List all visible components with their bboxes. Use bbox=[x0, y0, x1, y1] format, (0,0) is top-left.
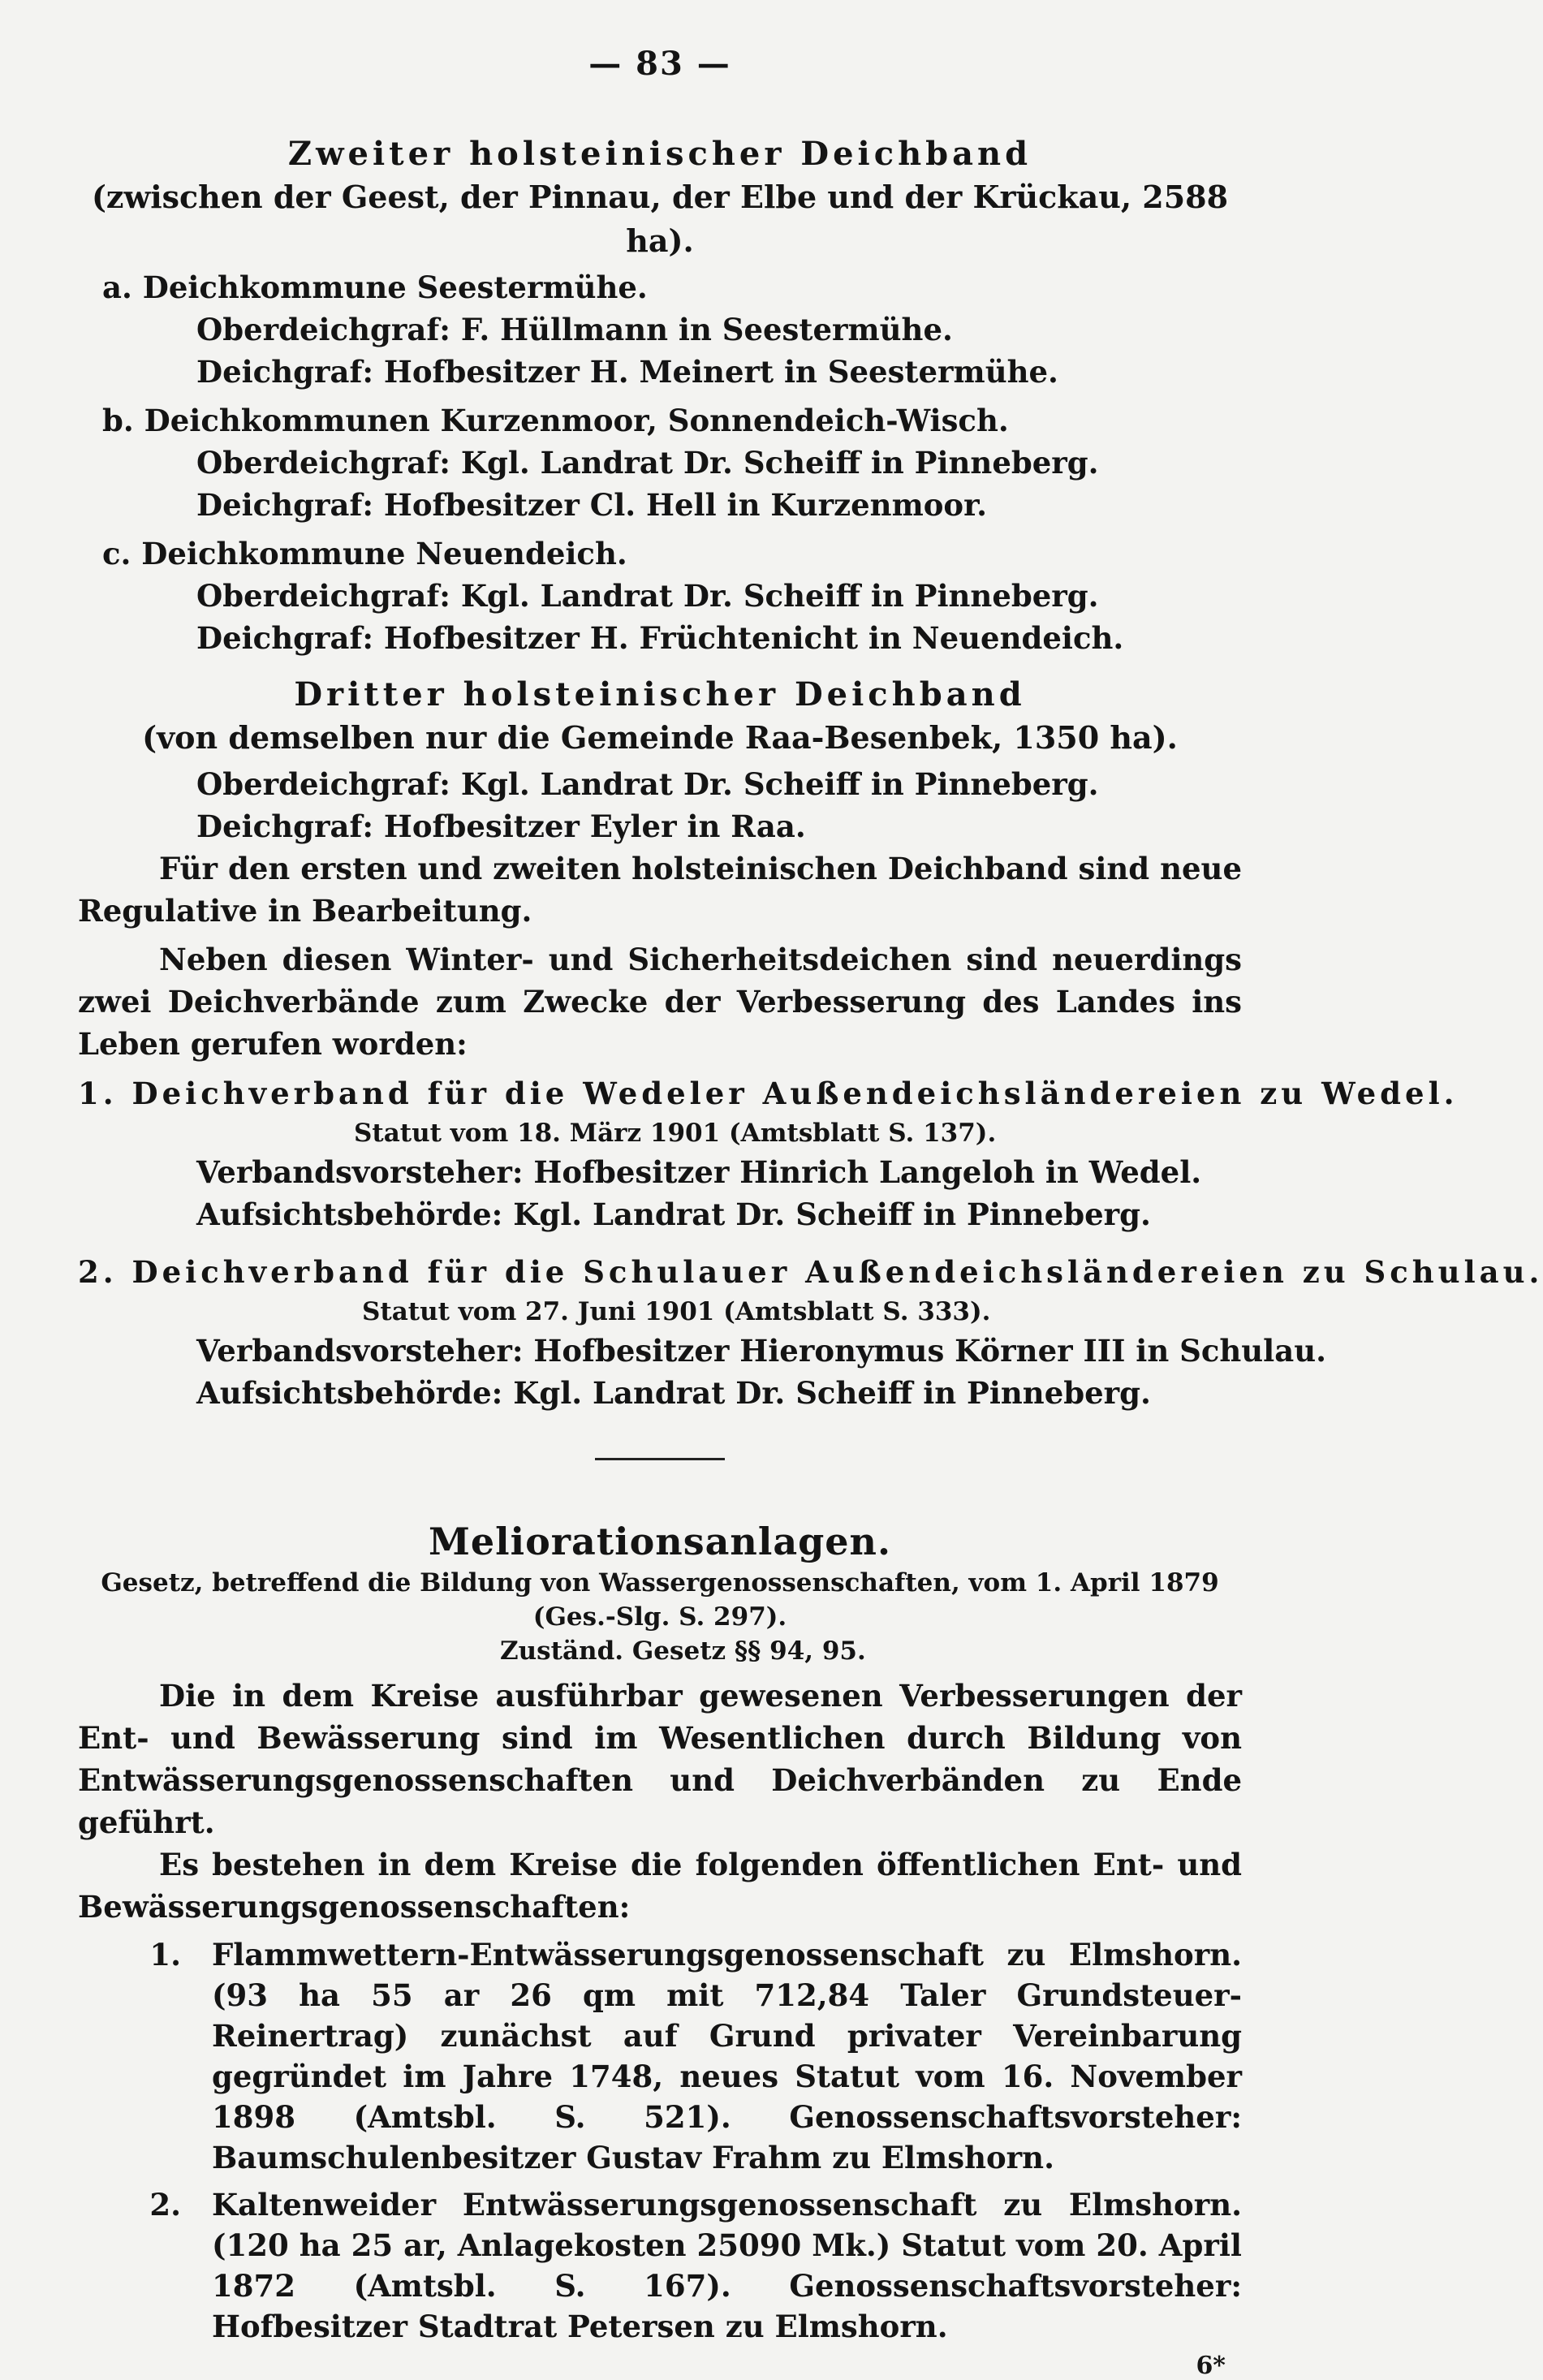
list-item-number: 2. bbox=[149, 2187, 181, 2223]
list-item bbox=[78, 1934, 1242, 2178]
vorsteher-line: Verbandsvorsteher: Hofbesitzer Hinrich Langeloh in Wedel. bbox=[196, 1154, 1202, 1190]
law-reference: Gesetz, betreffend die Bildung von Wassergenossenschaften, vom 1. April 1879 (Ges.-Slg. S. 297). bbox=[101, 1568, 1219, 1632]
section-title: Meliorationsanlagen. bbox=[428, 1520, 892, 1563]
oberdeichgraf-line: Oberdeichgraf: F. Hüllmann in Seestermühe. bbox=[196, 312, 953, 347]
section-meliorationsanlagen bbox=[78, 1517, 1242, 2347]
deichgraf-line: Deichgraf: Hofbesitzer Eyler in Raa. bbox=[196, 808, 806, 844]
deichgraf-line: Deichgraf: Hofbesitzer H. Früchtenicht in Neuendeich. bbox=[196, 620, 1124, 656]
vorsteher-line: Verbandsvorsteher: Hofbesitzer Hieronymus Körner III in Schulau. bbox=[196, 1333, 1326, 1369]
section-divider bbox=[595, 1458, 725, 1460]
section-subtitle: (von demselben nur die Gemeinde Raa-Besenbek, 1350 ha). bbox=[142, 719, 1178, 756]
deichgraf-line: Deichgraf: Hofbesitzer Cl. Hell in Kurzenmoor. bbox=[196, 487, 988, 523]
section-dritter-deichband bbox=[78, 674, 1242, 847]
signature-mark: 6* bbox=[1196, 2352, 1226, 2380]
subsection-a-title: a. Deichkommune Seestermühe. bbox=[102, 269, 648, 305]
page-number: — 83 — bbox=[588, 45, 731, 83]
aufsicht-line: Aufsichtsbehörde: Kgl. Landrat Dr. Scheiff in Pinneberg. bbox=[196, 1196, 1151, 1232]
subsection-b-title: b. Deichkommunen Kurzenmoor, Sonnendeich-Wisch. bbox=[102, 403, 1009, 438]
aufsicht-line: Aufsichtsbehörde: Kgl. Landrat Dr. Scheiff in Pinneberg. bbox=[196, 1375, 1151, 1411]
verband-title: 2. Deichverband für die Schulauer Außendeichsländereien zu Schulau. bbox=[78, 1254, 1543, 1290]
subsection-c-title: c. Deichkommune Neuendeich. bbox=[102, 536, 627, 571]
paragraph-genossenschaften: Es bestehen in dem Kreise die folgenden öffentlichen Ent- und Bewässerungsgenossenschaften: bbox=[78, 1847, 1242, 1925]
paragraph-verbesserungen: Die in dem Kreise ausführbar gewesenen Verbesserungen der Ent- und Bewässerung sind im Wesentlichen durch Bildung von Entwässerungsgenossenschaften und Deichverbänden zu Ende geführt. bbox=[78, 1678, 1242, 1840]
list-item bbox=[78, 2184, 1242, 2347]
deichgraf-line: Deichgraf: Hofbesitzer H. Meinert in Seestermühe. bbox=[196, 354, 1058, 390]
section-title: Dritter holsteinischer Deichband bbox=[294, 675, 1026, 714]
verband-wedel bbox=[78, 1071, 1459, 1235]
list-item-text: Flammwettern-Entwässerungsgenossenschaft zu Elmshorn. (93 ha 55 ar 26 qm mit 712,84 Taler Grundsteuer-Reinertrag) zunächst auf Grund privater Vereinbarung gegründet im Jahre 1748, neues Statut vom 16. November 1898 (Amtsbl. S. 521). Genossenschaftsvorsteher: Baumschulenbesitzer Gustav Frahm zu Elmshorn. bbox=[212, 1937, 1242, 2175]
verband-title: 1. Deichverband für die Wedeler Außendeichsländereien zu Wedel. bbox=[78, 1076, 1459, 1111]
law-reference-2: Zuständ. Gesetz §§ 94, 95. bbox=[500, 1636, 866, 1666]
statut-line: Statut vom 18. März 1901 (Amtsblatt S. 137). bbox=[354, 1119, 997, 1148]
list-item-text: Kaltenweider Entwässerungsgenossenschaft zu Elmshorn. (120 ha 25 ar, Anlagekosten 25090 Mk.) Statut vom 20. April 1872 (Amtsbl. S. 167). Genossenschaftsvorsteher: Hofbesitzer Stadtrat Petersen zu Elmshorn. bbox=[212, 2187, 1242, 2344]
section-zweiter-deichband bbox=[78, 133, 1242, 659]
paragraph-neben: Neben diesen Winter- und Sicherheitsdeichen sind neuerdings zwei Deichverbände zum Zwecke der Verbesserung des Landes ins Leben gerufen worden: bbox=[78, 942, 1242, 1062]
oberdeichgraf-line: Oberdeichgraf: Kgl. Landrat Dr. Scheiff in Pinneberg. bbox=[196, 766, 1099, 802]
oberdeichgraf-line: Oberdeichgraf: Kgl. Landrat Dr. Scheiff in Pinneberg. bbox=[196, 445, 1099, 481]
oberdeichgraf-line: Oberdeichgraf: Kgl. Landrat Dr. Scheiff in Pinneberg. bbox=[196, 578, 1099, 614]
section-title: Zweiter holsteinischer Deichband bbox=[287, 135, 1032, 173]
statut-line: Statut vom 27. Juni 1901 (Amtsblatt S. 333). bbox=[362, 1297, 991, 1326]
section-subtitle: (zwischen der Geest, der Pinnau, der Elbe und der Krückau, 2588 ha). bbox=[91, 179, 1229, 259]
paragraph-regulative: Für den ersten und zweiten holsteinischen Deichband sind neue Regulative in Bearbeitung. bbox=[78, 851, 1242, 929]
list-item-number: 1. bbox=[149, 1937, 181, 1973]
verband-schulau bbox=[78, 1250, 1543, 1414]
